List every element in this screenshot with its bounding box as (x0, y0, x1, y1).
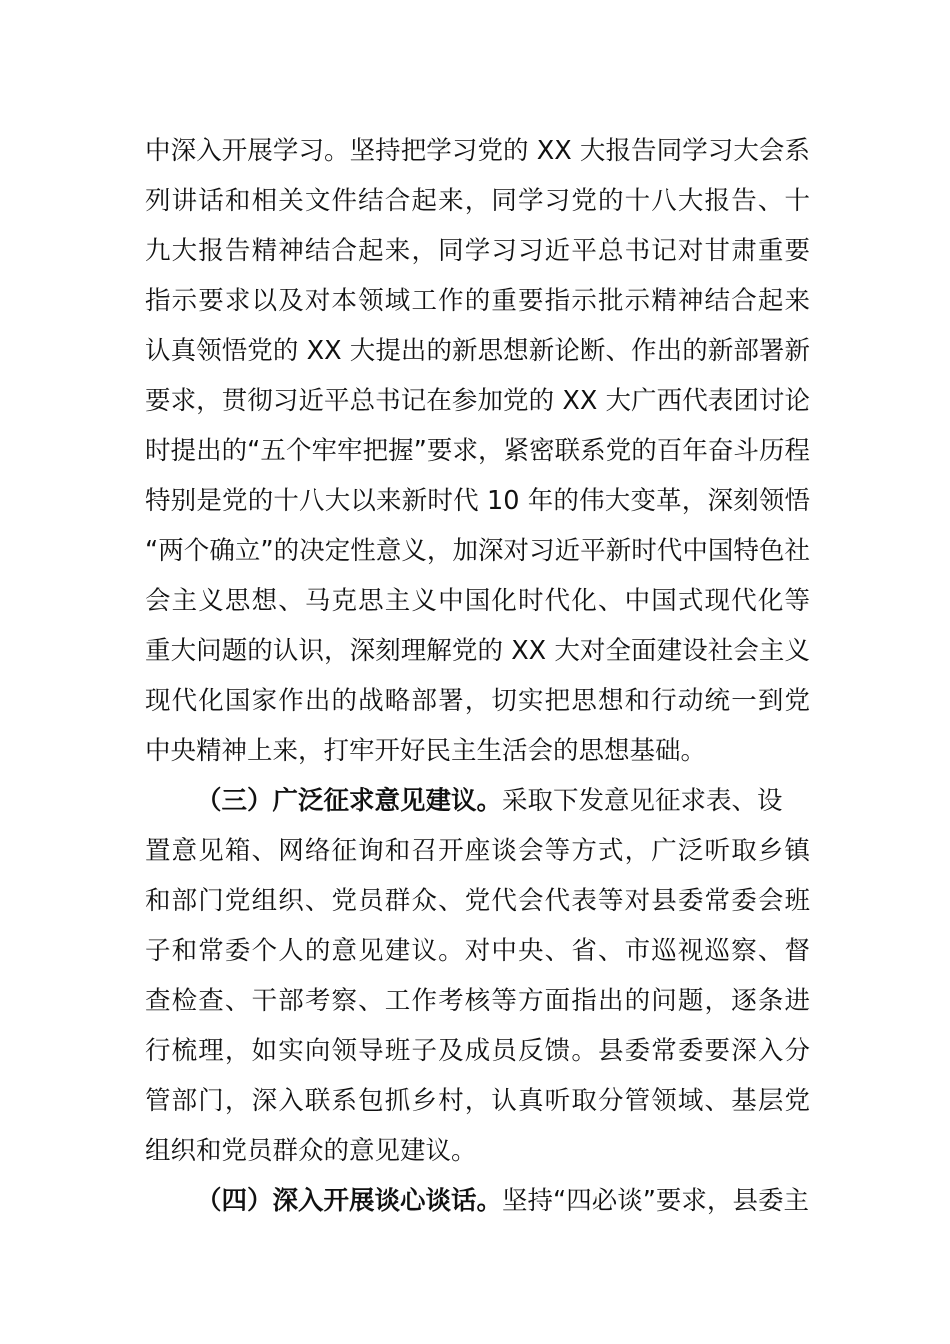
section-heading-line (145, 776, 810, 826)
section-heading: （三）广泛征求意见建议。 (196, 786, 503, 816)
text-line: 重大问题的认识，深刻理解党的 XX 大对全面建设社会主义 (145, 636, 810, 666)
text-line: 特别是党的十八大以来新时代 10 年的伟大变革，深刻领悟 (145, 486, 810, 516)
text-line: 中深入开展学习。坚持把学习党的 XX 大报告同学习大会系 (145, 136, 810, 166)
text-line: 指示要求以及对本领域工作的重要指示批示精神结合起来 (145, 286, 810, 316)
section-first-line-text: 坚持“四必谈”要求，县委主 (502, 1186, 809, 1216)
text-line: 子和常委个人的意见建议。对中央、省、市巡视巡察、督 (145, 936, 810, 966)
section-heading: （四）深入开展谈心谈话。 (196, 1186, 503, 1216)
text-line: 管部门，深入联系包抓乡村，认真听取分管领域、基层党 (145, 1086, 810, 1116)
text-line: 会主义思想、马克思主义中国化时代化、中国式现代化等 (145, 586, 810, 616)
document-body (145, 126, 810, 1226)
text-line: 行梳理，如实向领导班子及成员反馈。县委常委要深入分 (145, 1036, 810, 1066)
text-line: 九大报告精神结合起来，同学习习近平总书记对甘肃重要 (145, 236, 810, 266)
section-heading-line (145, 1176, 810, 1226)
text-line: 要求，贯彻习近平总书记在参加党的 XX 大广西代表团讨论 (145, 386, 810, 416)
text-line: 时提出的“五个牢牢把握”要求，紧密联系党的百年奋斗历程 (145, 436, 810, 466)
text-line: 和部门党组织、党员群众、党代会代表等对县委常委会班 (145, 886, 810, 916)
text-line: 中央精神上来，打牢开好民主生活会的思想基础。 (145, 736, 707, 766)
text-line: 组织和党员群众的意见建议。 (145, 1136, 477, 1166)
text-line: 查检查、干部考察、工作考核等方面指出的问题，逐条进 (145, 986, 810, 1016)
section-first-line-text: 采取下发意见征求表、设 (502, 786, 783, 816)
text-line: “两个确立”的决定性意义，加深对习近平新时代中国特色社 (145, 536, 810, 566)
text-line: 列讲话和相关文件结合起来，同学习党的十八大报告、十 (145, 186, 810, 216)
text-line: 置意见箱、网络征询和召开座谈会等方式，广泛听取乡镇 (145, 836, 810, 866)
text-line: 认真领悟党的 XX 大提出的新思想新论断、作出的新部署新 (145, 336, 810, 366)
text-line: 现代化国家作出的战略部署，切实把思想和行动统一到党 (145, 686, 810, 716)
